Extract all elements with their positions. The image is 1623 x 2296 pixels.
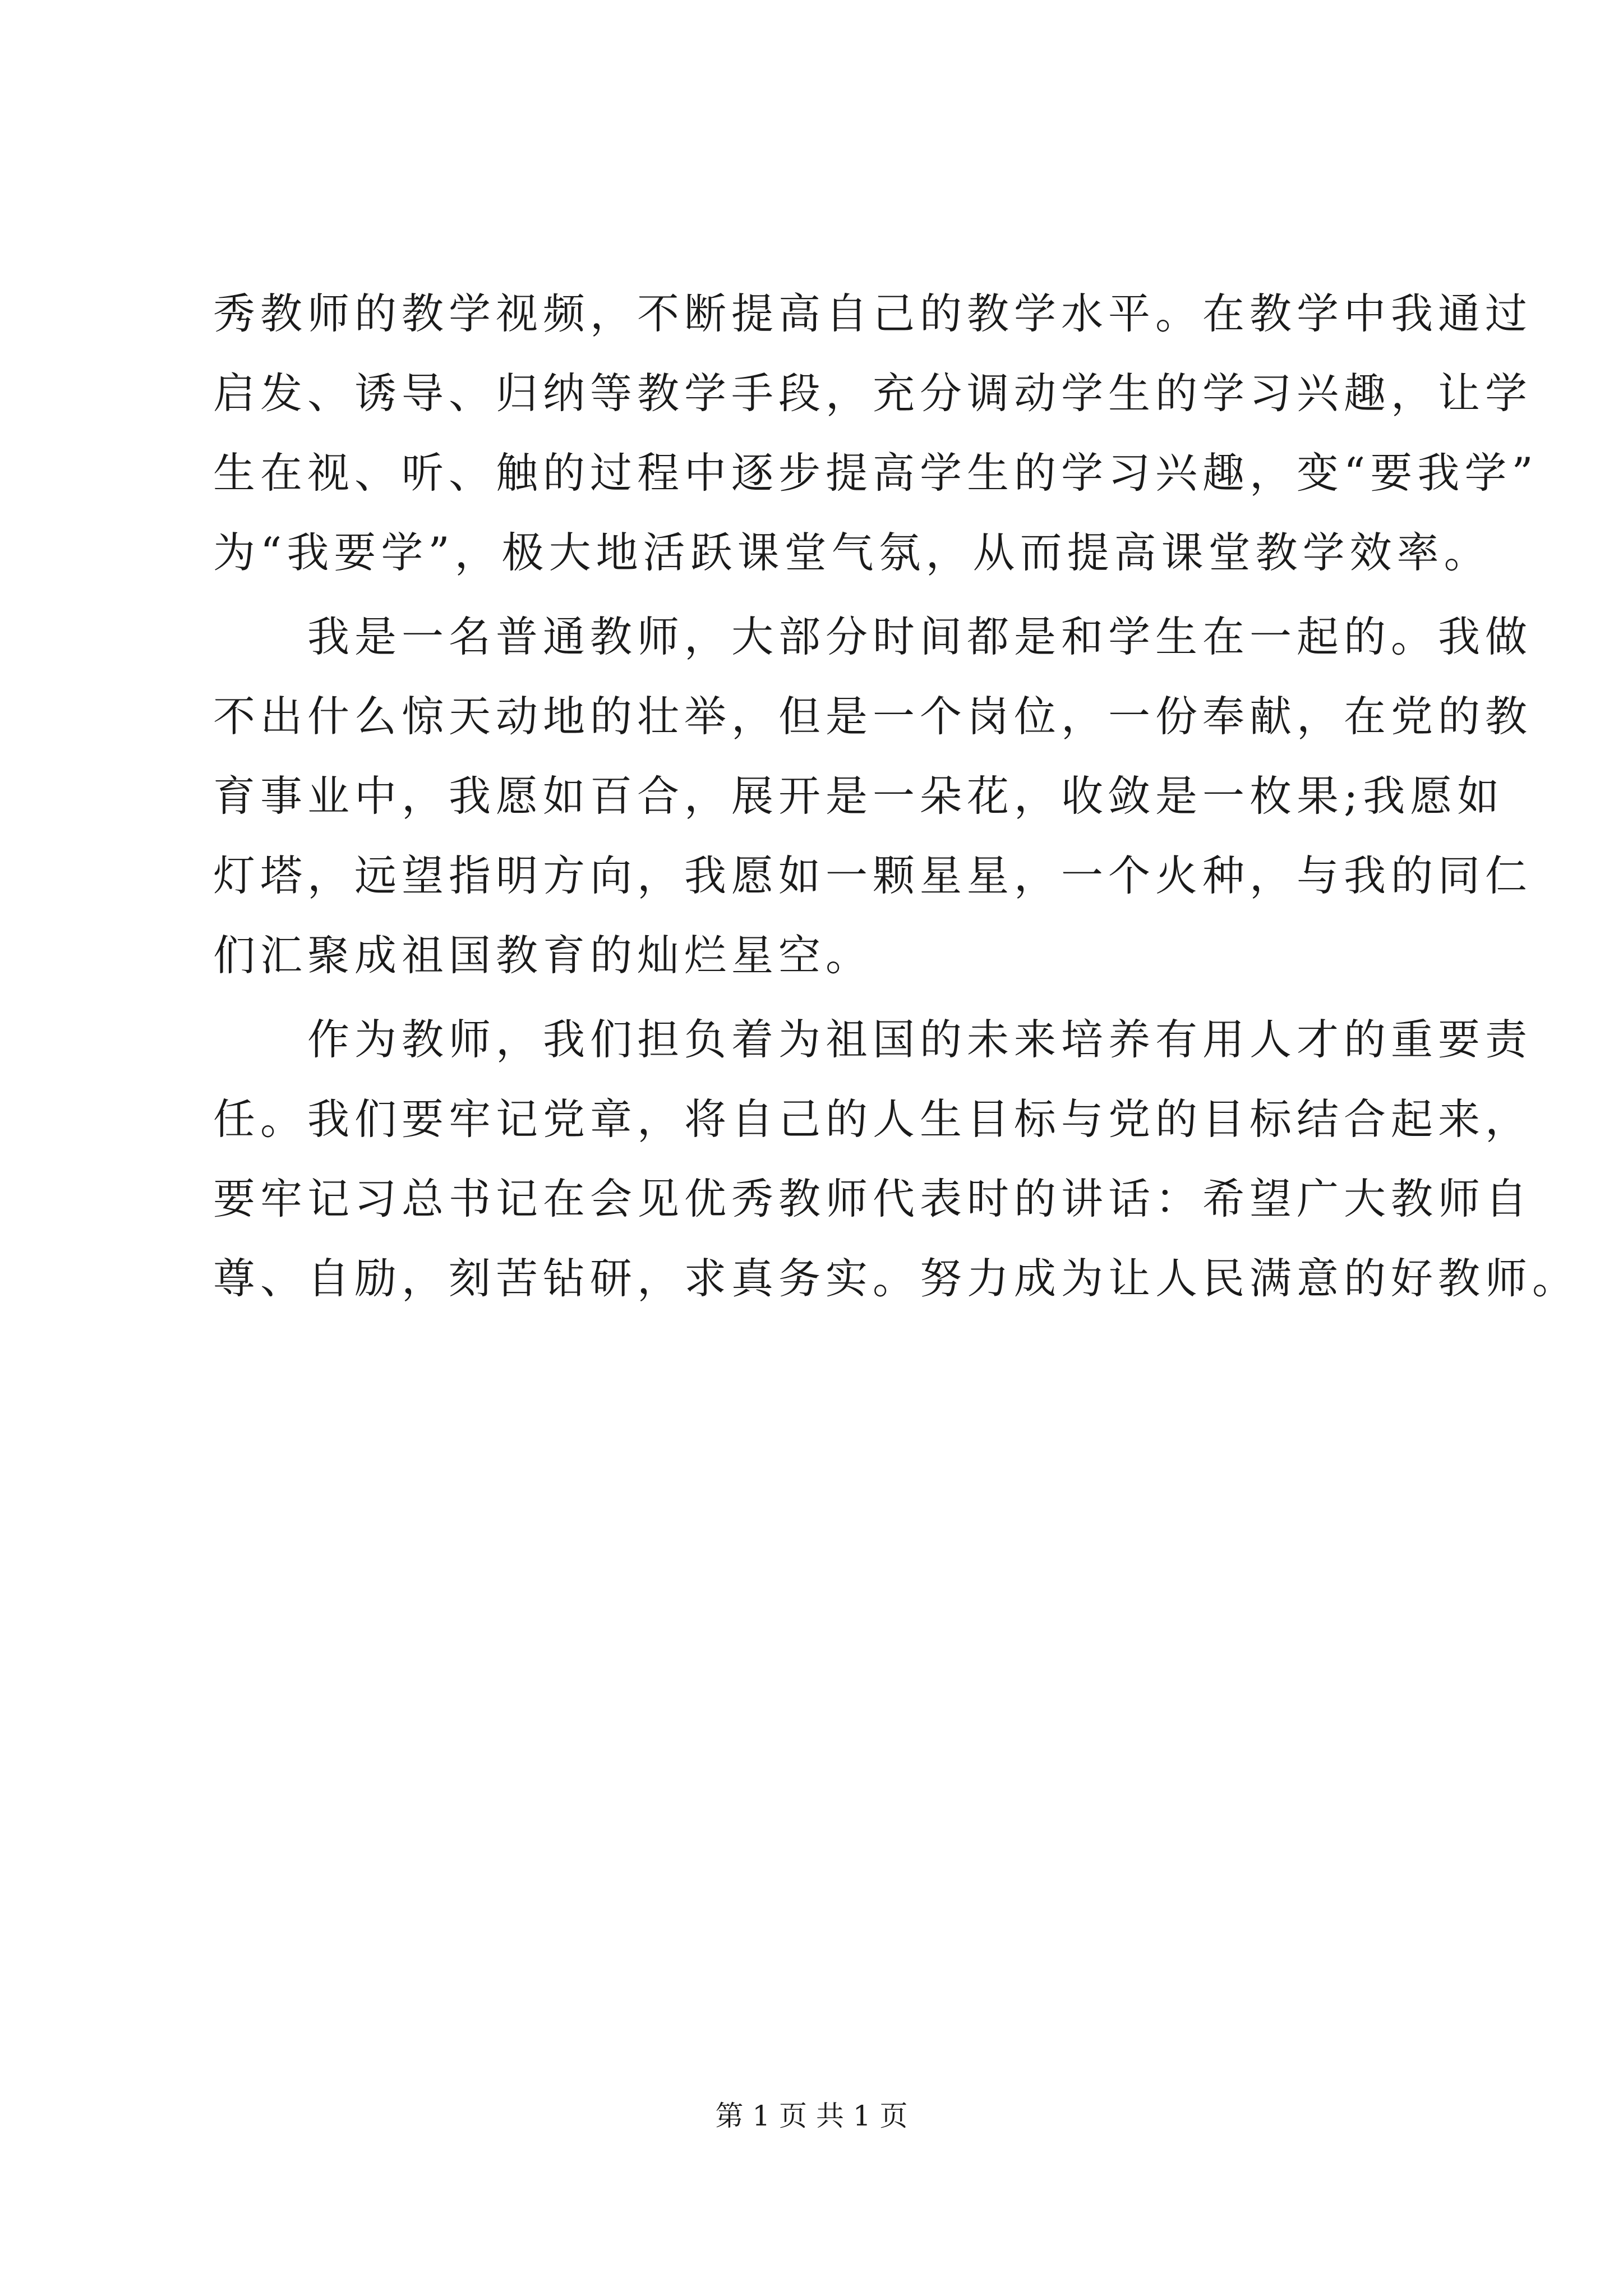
paragraph-1	[213, 274, 1538, 592]
text-line: 灯塔，远望指明方向，我愿如一颗星星，一个火种，与我的同仁	[213, 851, 1533, 900]
text-line: 们汇聚成祖国教育的灿烂星空。	[213, 931, 873, 980]
text-line: 作为教师，我们担负着为祖国的未来培养有用人才的重要责	[307, 1015, 1533, 1064]
text-line: 我是一名普通教师，大部分时间都是和学生在一起的。我做	[307, 612, 1533, 661]
text-line: 启发、诱导、归纳等教学手段，充分调动学生的学习兴趣，让学	[213, 369, 1533, 418]
paragraph-2	[213, 597, 1533, 995]
document-body	[213, 274, 1580, 1318]
text-line: 为“我要学”，极大地活跃课堂气氛，从而提高课堂教学效率。	[213, 528, 1491, 577]
text-line: 秀教师的教学视频，不断提高自己的教学水平。在教学中我通过	[213, 289, 1533, 338]
text-line: 生在视、听、触的过程中逐步提高学生的学习兴趣，变“要我学”	[213, 448, 1538, 498]
text-line: 要牢记习总书记在会见优秀教师代表时的讲话：希望广大教师自	[213, 1174, 1533, 1223]
page-footer: 第 1 页 共 1 页	[715, 2100, 908, 2132]
text-line: 不出什么惊天动地的壮举，但是一个岗位，一份奉献，在党的教	[213, 692, 1533, 741]
text-line: 尊、自励，刻苦钻研，求真务实。努力成为让人民满意的好教师。	[213, 1254, 1580, 1303]
paragraph-3	[213, 1000, 1580, 1318]
text-line: 任。我们要牢记党章，将自己的人生目标与党的目标结合起来，	[213, 1094, 1533, 1144]
text-line: 育事业中，我愿如百合，展开是一朵花，收敛是一枚果;我愿如	[213, 771, 1505, 821]
